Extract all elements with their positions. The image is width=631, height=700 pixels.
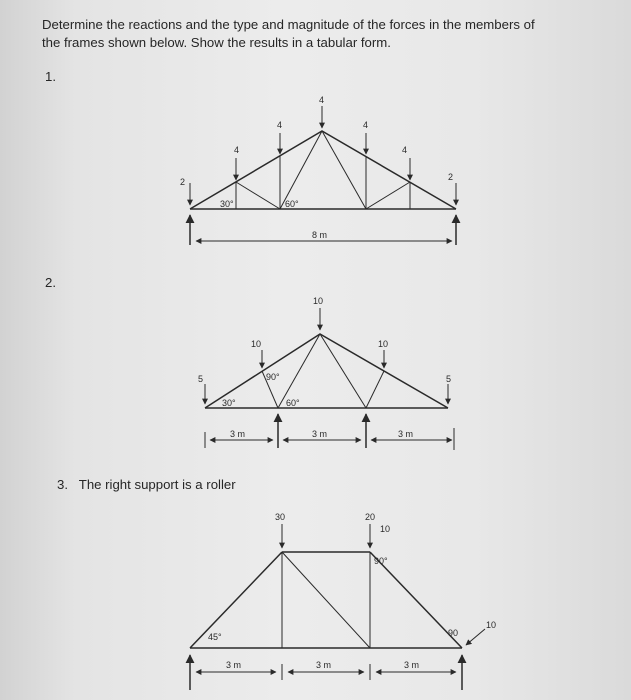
truss-2-load-arrows [205,308,448,404]
truss-3-angle-right: 90 [448,628,459,638]
truss-1-load-label: 4 [402,145,408,155]
truss-1-load-label: 4 [234,145,240,155]
truss-2-load-label: 5 [198,374,204,384]
truss-3-angle-top: 90° [374,556,388,566]
truss-1-span-label: 8 m [312,230,328,240]
truss-1-top-chord [190,131,456,209]
truss-2-web-members [262,334,384,408]
problem-3-text: The right support is a roller [78,477,236,492]
statement-line-2: the frames shown below. Show the results in a tabular form. [42,35,391,50]
truss-1-load-label: 4 [319,95,325,105]
truss-2-angle-left: 30° [222,398,236,408]
truss-3-dimension-label: 3 m [226,660,242,670]
problem-3-number: 3. [57,477,68,492]
statement-line-1: Determine the reactions and the type and magnitude of the forces in the members of [42,17,535,32]
truss-1-load-label: 4 [277,120,283,130]
truss-1-load-arrows [190,106,456,205]
truss-3-left-rafter [190,552,282,648]
truss-3-dimension-label: 3 m [404,660,420,670]
truss-3-load-label: 20 [365,512,376,522]
truss-2-dimension-label: 3 m [312,429,328,439]
truss-2-dimension-label: 3 m [398,429,414,439]
truss-1-load-label: 2 [180,177,186,187]
truss-3-dimension-label: 3 m [316,660,332,670]
truss-1-load-label: 4 [363,120,369,130]
truss-1-diagram [180,95,456,245]
truss-1-angle-left: 30° [220,199,234,209]
truss-1-web-members [236,131,410,209]
truss-1-angle-mid: 60° [285,199,299,209]
problem-2-number: 2. [45,275,56,290]
truss-2-diagram [198,296,454,450]
truss-2-angle-mid: 60° [286,398,300,408]
truss-2-load-label: 10 [378,339,389,349]
truss-3-angle-left: 45° [208,632,222,642]
truss-1-load-label: 2 [448,172,454,182]
truss-2-angle-apex: 90° [266,372,280,382]
problem-1-number: 1. [45,69,56,84]
truss-3-load-label: 10 [380,524,391,534]
truss-2-dimension-label: 3 m [230,429,246,439]
truss-2-load-label: 5 [446,374,452,384]
truss-3-diagram [190,512,496,690]
truss-2-load-label: 10 [251,339,262,349]
truss-3-web-members [282,552,370,648]
truss-3-load-label: 30 [275,512,286,522]
truss-3-load-label: 10 [486,620,497,630]
truss-2-load-label: 10 [313,296,324,306]
